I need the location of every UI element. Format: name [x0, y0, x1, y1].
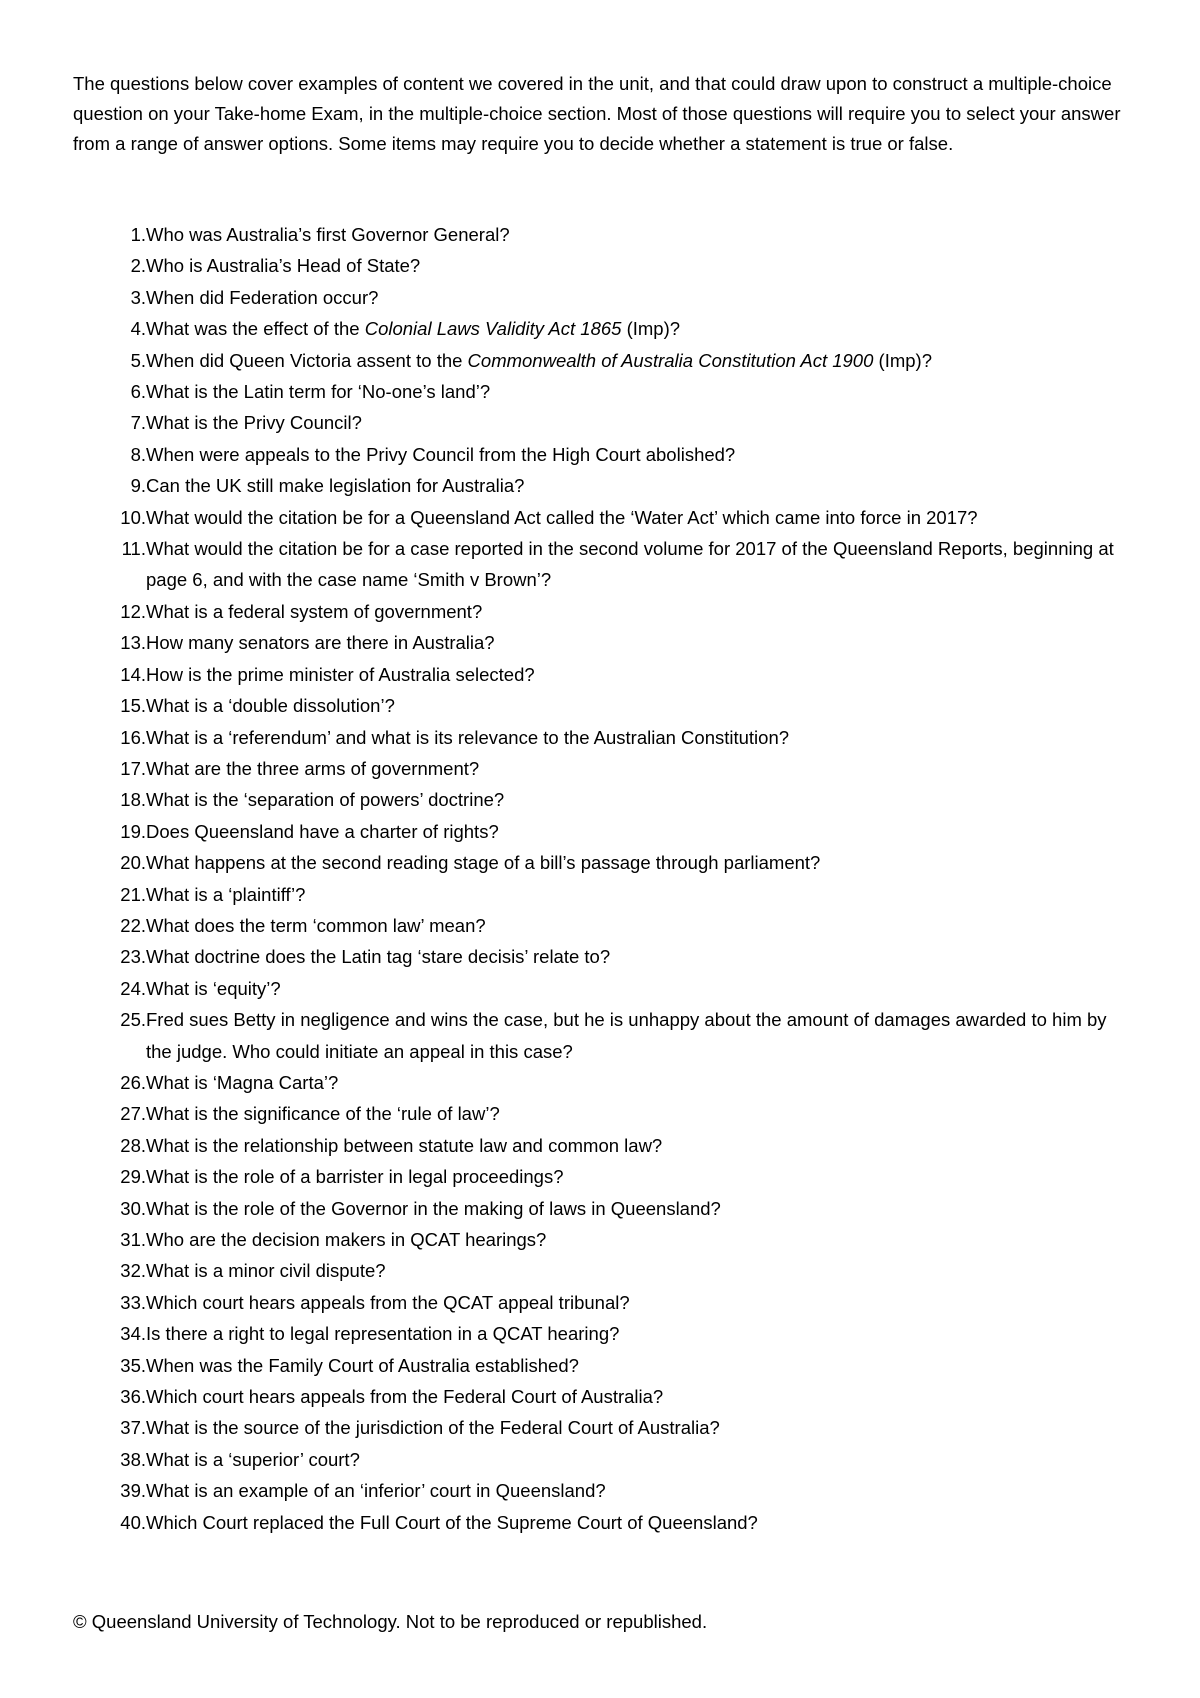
question-text-part: What is an example of an ‘inferior’ court in Queensland?: [146, 1480, 606, 1502]
question-item: [73, 1318, 1133, 1349]
question-number: [73, 816, 146, 847]
question-number-label: 11.: [121, 538, 146, 560]
question-item: [73, 816, 1133, 847]
question-item: [73, 1287, 1133, 1318]
question-text: [146, 1161, 1133, 1192]
question-item: [73, 1004, 1133, 1067]
question-text-part: What is a federal system of government?: [146, 600, 483, 622]
question-number: [73, 1444, 146, 1475]
question-item: [73, 439, 1133, 470]
question-number: [73, 1350, 146, 1381]
question-text-part: Is there a right to legal representation in a QCAT hearing?: [146, 1323, 620, 1345]
question-text-italic: Commonwealth of Australia Constitution Act 1900: [467, 349, 874, 371]
question-item: [73, 722, 1133, 753]
question-number: [73, 910, 146, 941]
question-text: [146, 1475, 1133, 1506]
question-text: [146, 502, 1133, 533]
question-number: [73, 973, 146, 1004]
question-number-label: 5.: [130, 349, 146, 371]
question-item: [73, 345, 1133, 376]
intro-paragraph: The questions below cover examples of content we covered in the unit, and that could draw upon to construct a multiple-choice question on your Take-home Exam, in the multiple-choice section. Most of those questions will require you to select your answer from a range of answer options. Some items may require you to decide whether a statement is true or false.: [73, 73, 1121, 154]
question-text-part: When were appeals to the Privy Council from the High Court abolished?: [146, 443, 736, 465]
question-text-part: Who are the decision makers in QCAT hearings?: [146, 1229, 547, 1250]
question-text-part: What is the Privy Council?: [146, 412, 362, 434]
question-number-label: 36.: [120, 1386, 146, 1408]
question-text-part: What is a ‘plaintiff’?: [146, 883, 306, 905]
question-text-part: Who is Australia’s Head of State?: [146, 255, 421, 277]
question-number-label: 1.: [130, 224, 146, 245]
question-text-part: What is the role of a barrister in legal proceedings?: [146, 1166, 564, 1188]
question-number: [73, 1193, 146, 1224]
question-item: [73, 1350, 1133, 1381]
question-text: [146, 250, 1133, 281]
question-text: [146, 973, 1133, 1004]
question-text: [146, 910, 1133, 941]
question-number: [73, 439, 146, 470]
question-number: [73, 282, 146, 313]
question-number-label: 2.: [130, 255, 146, 277]
question-item: [73, 1098, 1133, 1129]
question-text-part: What happens at the second reading stage of a bill’s passage through parliament?: [146, 852, 821, 874]
question-text-part: What is the source of the jurisdiction of the Federal Court of Australia?: [146, 1417, 720, 1439]
question-number: [73, 753, 146, 784]
question-number-label: 27.: [120, 1103, 146, 1125]
question-number: [73, 1098, 146, 1129]
question-number: [73, 1381, 146, 1412]
question-number: [73, 470, 146, 501]
question-number-label: 25.: [120, 1009, 146, 1031]
question-item: [73, 627, 1133, 658]
question-text-part: When was the Family Court of Australia established?: [146, 1354, 579, 1376]
question-item: [73, 596, 1133, 627]
question-text: [146, 533, 1133, 596]
question-number-label: 28.: [120, 1134, 146, 1156]
question-text-part: Which court hears appeals from the QCAT appeal tribunal?: [146, 1291, 630, 1313]
question-number-label: 9.: [130, 475, 146, 497]
question-number: [73, 1067, 146, 1098]
question-text: [146, 345, 1133, 376]
question-text: [146, 1318, 1133, 1349]
question-number-label: 16.: [120, 726, 146, 748]
question-number-label: 40.: [120, 1511, 146, 1533]
question-text: [146, 690, 1133, 721]
question-text-part: What does the term ‘common law’ mean?: [146, 914, 486, 936]
question-item: [73, 1224, 1133, 1255]
question-number-label: 4.: [130, 318, 146, 340]
question-number: [73, 659, 146, 690]
question-text: [146, 376, 1133, 407]
question-text-part: When did Federation occur?: [146, 286, 379, 308]
question-text: [146, 1067, 1133, 1098]
question-item: [73, 407, 1133, 438]
question-text-part: When did Queen Victoria assent to the: [146, 349, 468, 371]
question-text: [146, 784, 1133, 815]
question-text: [146, 1287, 1133, 1318]
question-number-label: 24.: [120, 977, 146, 999]
question-text: [146, 282, 1133, 313]
question-number-label: 29.: [120, 1166, 146, 1188]
question-text-part: (Imp)?: [621, 318, 681, 340]
question-text-part: What was the effect of the: [146, 318, 365, 340]
question-number-label: 26.: [120, 1071, 146, 1093]
question-text: [146, 627, 1133, 658]
question-item: [73, 753, 1133, 784]
question-text-italic: Colonial Laws Validity Act 1865: [364, 318, 622, 340]
question-number-label: 17.: [120, 757, 146, 779]
question-number-label: 13.: [120, 632, 146, 654]
question-text-part: What is the role of the Governor in the making of laws in Queensland?: [146, 1197, 721, 1219]
question-list: [73, 219, 1133, 1538]
question-text: [146, 816, 1133, 847]
question-text-part: (Imp)?: [873, 349, 932, 371]
question-item: [73, 1412, 1133, 1443]
question-number-label: 3.: [130, 286, 146, 308]
question-number: [73, 1475, 146, 1506]
question-number: [73, 596, 146, 627]
question-text-part: What is a ‘referendum’ and what is its relevance to the Australian Constitution?: [146, 726, 790, 748]
question-text: [146, 1004, 1133, 1067]
question-item: [73, 910, 1133, 941]
question-text-part: Fred sues Betty in negligence and wins the case, but he is unhappy about the amount of damages awarded to him by the judge. Who could initiate an appeal in this case?: [146, 1009, 1107, 1062]
question-item: [73, 533, 1133, 596]
question-number: [73, 1224, 146, 1255]
question-text-part: Can the UK still make legislation for Australia?: [146, 475, 525, 497]
question-text: [146, 1444, 1133, 1475]
question-text-part: What is a ‘superior’ court?: [146, 1448, 360, 1470]
question-number-label: 12.: [120, 600, 146, 622]
question-text-part: What would the citation be for a Queensland Act called the ‘Water Act’ which came into force in 2017?: [146, 506, 978, 528]
question-number-label: 30.: [120, 1197, 146, 1219]
question-text-part: What doctrine does the Latin tag ‘stare decisis’ relate to?: [146, 946, 611, 968]
question-item: [73, 847, 1133, 878]
question-item: [73, 1161, 1133, 1192]
question-text: [146, 439, 1133, 470]
question-number-label: 23.: [120, 946, 146, 968]
question-item: [73, 659, 1133, 690]
question-text-part: What is a minor civil dispute?: [146, 1260, 386, 1282]
question-text: [146, 847, 1133, 878]
question-item: [73, 784, 1133, 815]
question-number-label: 34.: [120, 1323, 146, 1345]
question-item: [73, 219, 1133, 250]
question-text: [146, 1350, 1133, 1381]
question-number: [73, 219, 146, 250]
question-text-part: What is ‘Magna Carta’?: [146, 1071, 339, 1093]
question-item: [73, 941, 1133, 972]
question-number-label: 22.: [120, 914, 146, 936]
question-number-label: 6.: [130, 381, 146, 403]
question-item: [73, 313, 1133, 344]
question-text: [146, 753, 1133, 784]
question-number: [73, 345, 146, 376]
question-number-label: 21.: [120, 883, 146, 905]
question-text: [146, 1224, 1133, 1255]
question-number: [73, 1412, 146, 1443]
question-number-label: 14.: [120, 663, 146, 685]
question-text: [146, 219, 1133, 250]
question-item: [73, 250, 1133, 281]
question-number: [73, 847, 146, 878]
question-number-label: 18.: [120, 789, 146, 811]
question-number: [73, 1255, 146, 1286]
question-text: [146, 470, 1133, 501]
question-item: [73, 376, 1133, 407]
question-text-part: What are the three arms of government?: [146, 757, 480, 779]
question-number-label: 33.: [120, 1291, 146, 1313]
question-text: [146, 407, 1133, 438]
question-number-label: 37.: [120, 1417, 146, 1439]
question-number-label: 20.: [120, 852, 146, 874]
question-number: [73, 502, 146, 533]
question-text-part: What is ‘equity’?: [146, 977, 281, 999]
question-number-label: 7.: [130, 412, 146, 434]
question-item: [73, 1255, 1133, 1286]
question-text-part: Which Court replaced the Full Court of the Supreme Court of Queensland?: [146, 1511, 758, 1533]
question-text-part: What is a ‘double dissolution’?: [146, 695, 395, 717]
question-number: [73, 1161, 146, 1192]
question-text: [146, 941, 1133, 972]
question-number: [73, 627, 146, 658]
question-text-part: Does Queensland have a charter of rights?: [146, 820, 499, 842]
question-text: [146, 722, 1133, 753]
question-number: [73, 1318, 146, 1349]
question-item: [73, 1067, 1133, 1098]
question-number: [73, 1004, 146, 1035]
question-number-label: 15.: [120, 695, 146, 717]
question-number: [73, 250, 146, 281]
question-item: [73, 1381, 1133, 1412]
question-number-label: 35.: [120, 1354, 146, 1376]
question-number: [73, 1507, 146, 1538]
question-number: [73, 533, 146, 564]
question-text-part: Who was Australia’s first Governor General?: [146, 224, 510, 245]
question-text: [146, 879, 1133, 910]
question-number: [73, 1130, 146, 1161]
question-item: [73, 1444, 1133, 1475]
question-number-label: 8.: [130, 443, 146, 465]
question-number: [73, 1287, 146, 1318]
question-text: [146, 1412, 1133, 1443]
question-text-part: What is the Latin term for ‘No-one’s land’?: [146, 381, 491, 403]
question-text: [146, 1193, 1133, 1224]
question-text-part: What is the significance of the ‘rule of law’?: [146, 1103, 500, 1125]
question-number: [73, 722, 146, 753]
question-number: [73, 879, 146, 910]
question-number-label: 19.: [120, 820, 146, 842]
question-text: [146, 1381, 1133, 1412]
question-text: [146, 1130, 1133, 1161]
question-text-part: How many senators are there in Australia?: [146, 632, 495, 654]
question-text-part: What would the citation be for a case reported in the second volume for 2017 of the Queensland Reports, beginning at page 6, and with the case name ‘Smith v Brown’?: [146, 538, 1114, 591]
question-item: [73, 973, 1133, 1004]
question-number: [73, 407, 146, 438]
question-item: [73, 1193, 1133, 1224]
question-item: [73, 690, 1133, 721]
question-text: [146, 596, 1133, 627]
copyright-footer: © Queensland University of Technology. Not to be reproduced or republished.: [73, 1611, 708, 1632]
question-text-part: Which court hears appeals from the Federal Court of Australia?: [146, 1386, 664, 1408]
question-number: [73, 941, 146, 972]
question-text-part: What is the relationship between statute law and common law?: [146, 1134, 663, 1156]
question-item: [73, 1475, 1133, 1506]
question-text: [146, 1507, 1133, 1538]
question-text: [146, 313, 1133, 344]
question-number: [73, 376, 146, 407]
question-item: [73, 1507, 1133, 1538]
question-number-label: 31.: [120, 1229, 146, 1250]
question-number-label: 38.: [120, 1448, 146, 1470]
question-text: [146, 1255, 1133, 1286]
question-text-part: What is the ‘separation of powers’ doctrine?: [146, 789, 505, 811]
question-number: [73, 690, 146, 721]
question-text: [146, 659, 1133, 690]
question-item: [73, 1130, 1133, 1161]
question-number: [73, 784, 146, 815]
question-item: [73, 879, 1133, 910]
question-number-label: 32.: [120, 1260, 146, 1282]
question-text-part: How is the prime minister of Australia selected?: [146, 663, 535, 685]
question-number-label: 10.: [120, 506, 146, 528]
question-number-label: 39.: [120, 1480, 146, 1502]
question-item: [73, 282, 1133, 313]
question-number: [73, 313, 146, 344]
question-text: [146, 1098, 1133, 1129]
question-item: [73, 502, 1133, 533]
question-item: [73, 470, 1133, 501]
